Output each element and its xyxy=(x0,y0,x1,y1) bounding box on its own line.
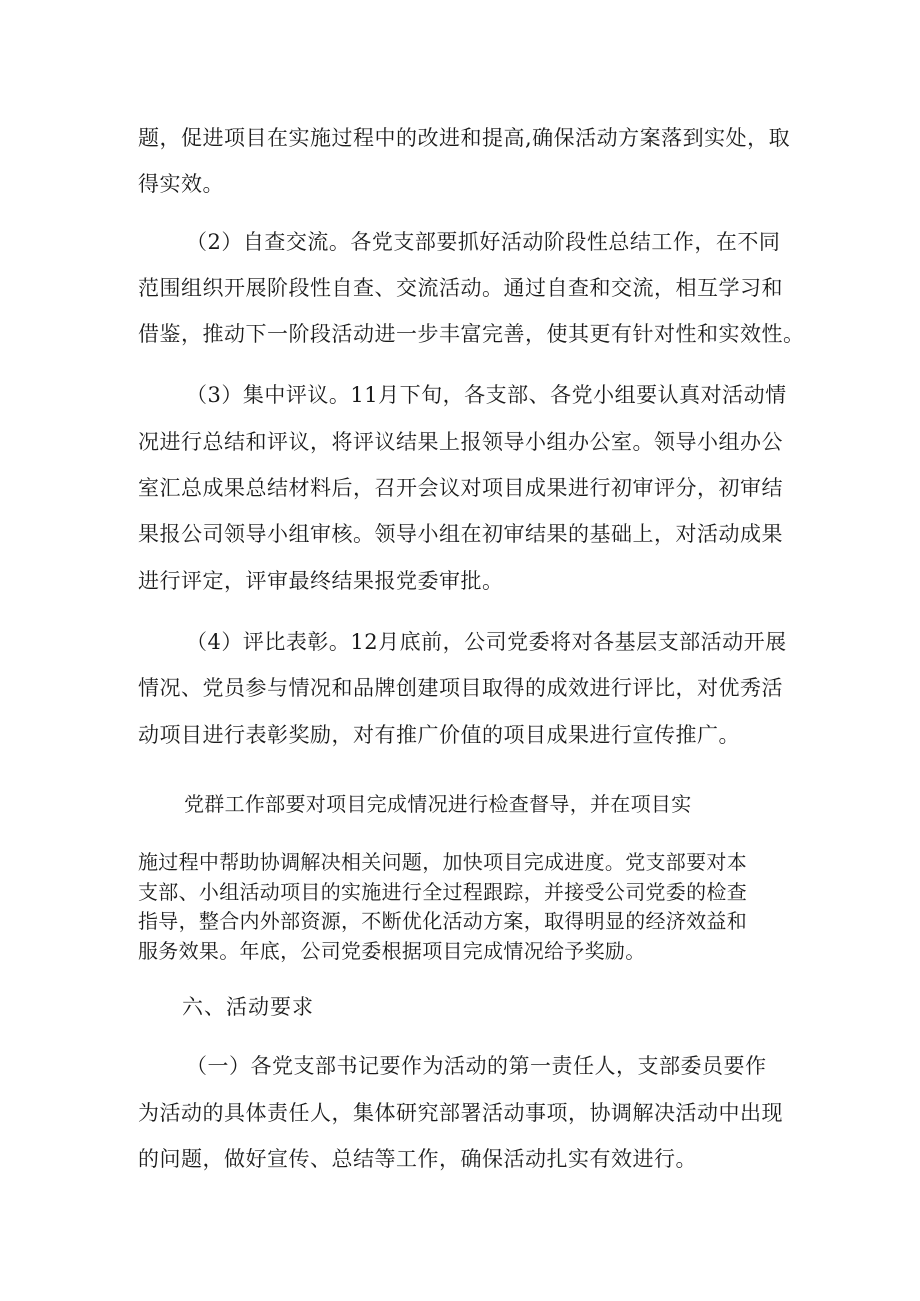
text-line: 为活动的具体责任人，集体研究部署活动事项，协调解决活动中出现 xyxy=(138,1101,783,1125)
text-line: （一）各党支部书记要作为活动的第一责任人，支部委员要作 xyxy=(186,1054,767,1078)
text-line: （2）自查交流。各党支部要抓好活动阶段性总结工作，在不同 xyxy=(186,230,781,254)
text-line: 得实效。 xyxy=(138,172,224,196)
text-line: （3）集中评议。11月下旬，各支部、各党小组要认真对活动情 xyxy=(186,383,787,407)
text-line: 进行评定，评审最终结果报党委审批。 xyxy=(138,569,504,593)
text-line: 施过程中帮助协调解决相关问题，加快项目完成进度。党支部要对本 xyxy=(138,850,747,874)
section-heading: 六、活动要求 xyxy=(182,995,314,1019)
text-line: 动项目进行表彰奖励，对有推广价值的项目成果进行宣传推广。 xyxy=(138,723,740,747)
text-line: （4）评比表彰。12月底前，公司党委将对各基层支部活动开展 xyxy=(186,630,787,654)
text-line: 况进行总结和评议，将评议结果上报领导小组办公室。领导小组办公 xyxy=(138,430,783,454)
text-line: 范围组织开展阶段性自查、交流活动。通过自查和交流，相互学习和 xyxy=(138,276,783,300)
text-line: 题，促进项目在实施过程中的改进和提高,确保活动方案落到实处，取 xyxy=(138,126,791,150)
text-line: 党群工作部要对项目完成情况进行检查督导，并在项目实 xyxy=(184,792,692,816)
text-line: 室汇总成果总结材料后，召开会议对项目成果进行初审评分，初审结 xyxy=(138,476,783,500)
text-line: 情况、党员参与情况和品牌创建项目取得的成效进行评比，对优秀活 xyxy=(138,676,783,700)
text-line: 指导，整合内外部资源，不断优化活动方案，取得明显的经济效益和 xyxy=(138,909,747,933)
text-line: 果报公司领导小组审核。领导小组在初审结果的基础上，对活动成果 xyxy=(138,522,783,546)
text-line: 支部、小组活动项目的实施进行全过程跟踪，并接受公司党委的检查 xyxy=(138,880,747,904)
text-line: 的问题，做好宣传、总结等工作，确保活动扎实有效进行。 xyxy=(138,1147,697,1171)
text-line: 服务效果。年底，公司党委根据项目完成情况给予奖励。 xyxy=(138,939,646,963)
text-line: 借鉴，推动下一阶段活动进一步丰富完善，使其更有针对性和实效性。 xyxy=(138,322,805,346)
